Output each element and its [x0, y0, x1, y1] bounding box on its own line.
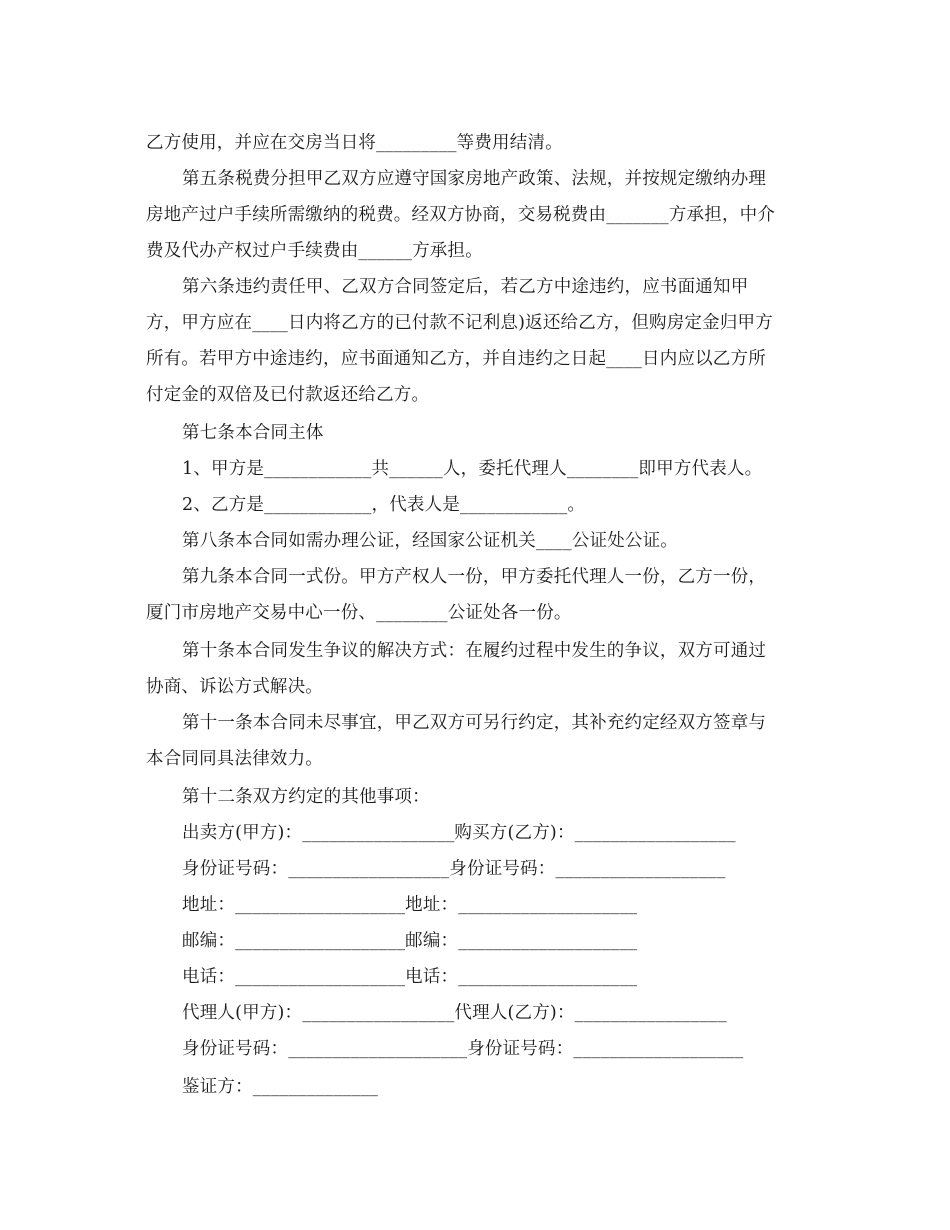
text-line: 房地产过户手续所需缴纳的税费。经双方协商，交易税费由_______方承担，中介	[146, 205, 776, 225]
article-6-heading-line: 第六条违约责任甲、乙双方合同签定后，若乙方中途违约，应书面通知甲	[182, 277, 749, 297]
signature-postcode-line: 邮编：___________________邮编：____________________	[182, 931, 638, 951]
signature-phone-line: 电话：___________________电话：____________________	[182, 967, 638, 987]
text-line: 付定金的双倍及已付款返还给乙方。	[146, 385, 430, 405]
signature-agent-id-line: 身份证号码：____________________身份证号码：___________________	[182, 1039, 744, 1059]
article-8-line: 第八条本合同如需办理公证，经国家公证机关____公证处公证。	[182, 531, 678, 551]
article-7-heading: 第七条本合同主体	[182, 423, 324, 443]
signature-seller-buyer-line: 出卖方(甲方)：_________________购买方(乙方)：__________________	[182, 823, 736, 843]
article-11-line: 第十一条本合同未尽事宜，甲乙双方可另行约定，其补充约定经双方签章与	[182, 713, 767, 733]
text-line: 费及代办产权过户手续费由______方承担。	[146, 241, 483, 261]
text-line: 所有。若甲方中途违约，应书面通知乙方，并自违约之日起____日内应以乙方所	[146, 349, 766, 369]
article-9-line: 第九条本合同一式份。甲方产权人一份，甲方委托代理人一份，乙方一份，	[182, 567, 767, 587]
article-12-heading: 第十二条双方约定的其他事项：	[182, 787, 430, 807]
party-b-line: 2、乙方是____________，代表人是____________。	[182, 495, 586, 515]
party-a-line: 1、甲方是____________共______人，委托代理人________即甲方代表人。	[182, 459, 763, 479]
signature-witness-line: 鉴证方：______________	[182, 1077, 379, 1097]
signature-id-number-line: 身份证号码：__________________身份证号码：___________________	[182, 859, 726, 879]
text-line: 方，甲方应在____日内将乙方的已付款不记利息)返还给乙方，但购房定金归甲方	[146, 313, 773, 333]
signature-agent-line: 代理人(甲方)：_________________代理人(乙方)：_________________	[182, 1003, 727, 1023]
text-line: 本合同同具法律效力。	[146, 749, 323, 769]
signature-address-line: 地址：___________________地址：____________________	[182, 895, 638, 915]
text-line: 厦门市房地产交易中心一份、________公证处各一份。	[146, 603, 572, 623]
article-5-heading-line: 第五条税费分担甲乙双方应遵守国家房地产政策、法规，并按规定缴纳办理	[182, 169, 767, 189]
article-10-line: 第十条本合同发生争议的解决方式：在履约过程中发生的争议，双方可通过	[182, 641, 767, 661]
text-line: 乙方使用，并应在交房当日将_________等费用结清。	[146, 133, 563, 153]
text-line: 协商、诉讼方式解决。	[146, 677, 323, 697]
